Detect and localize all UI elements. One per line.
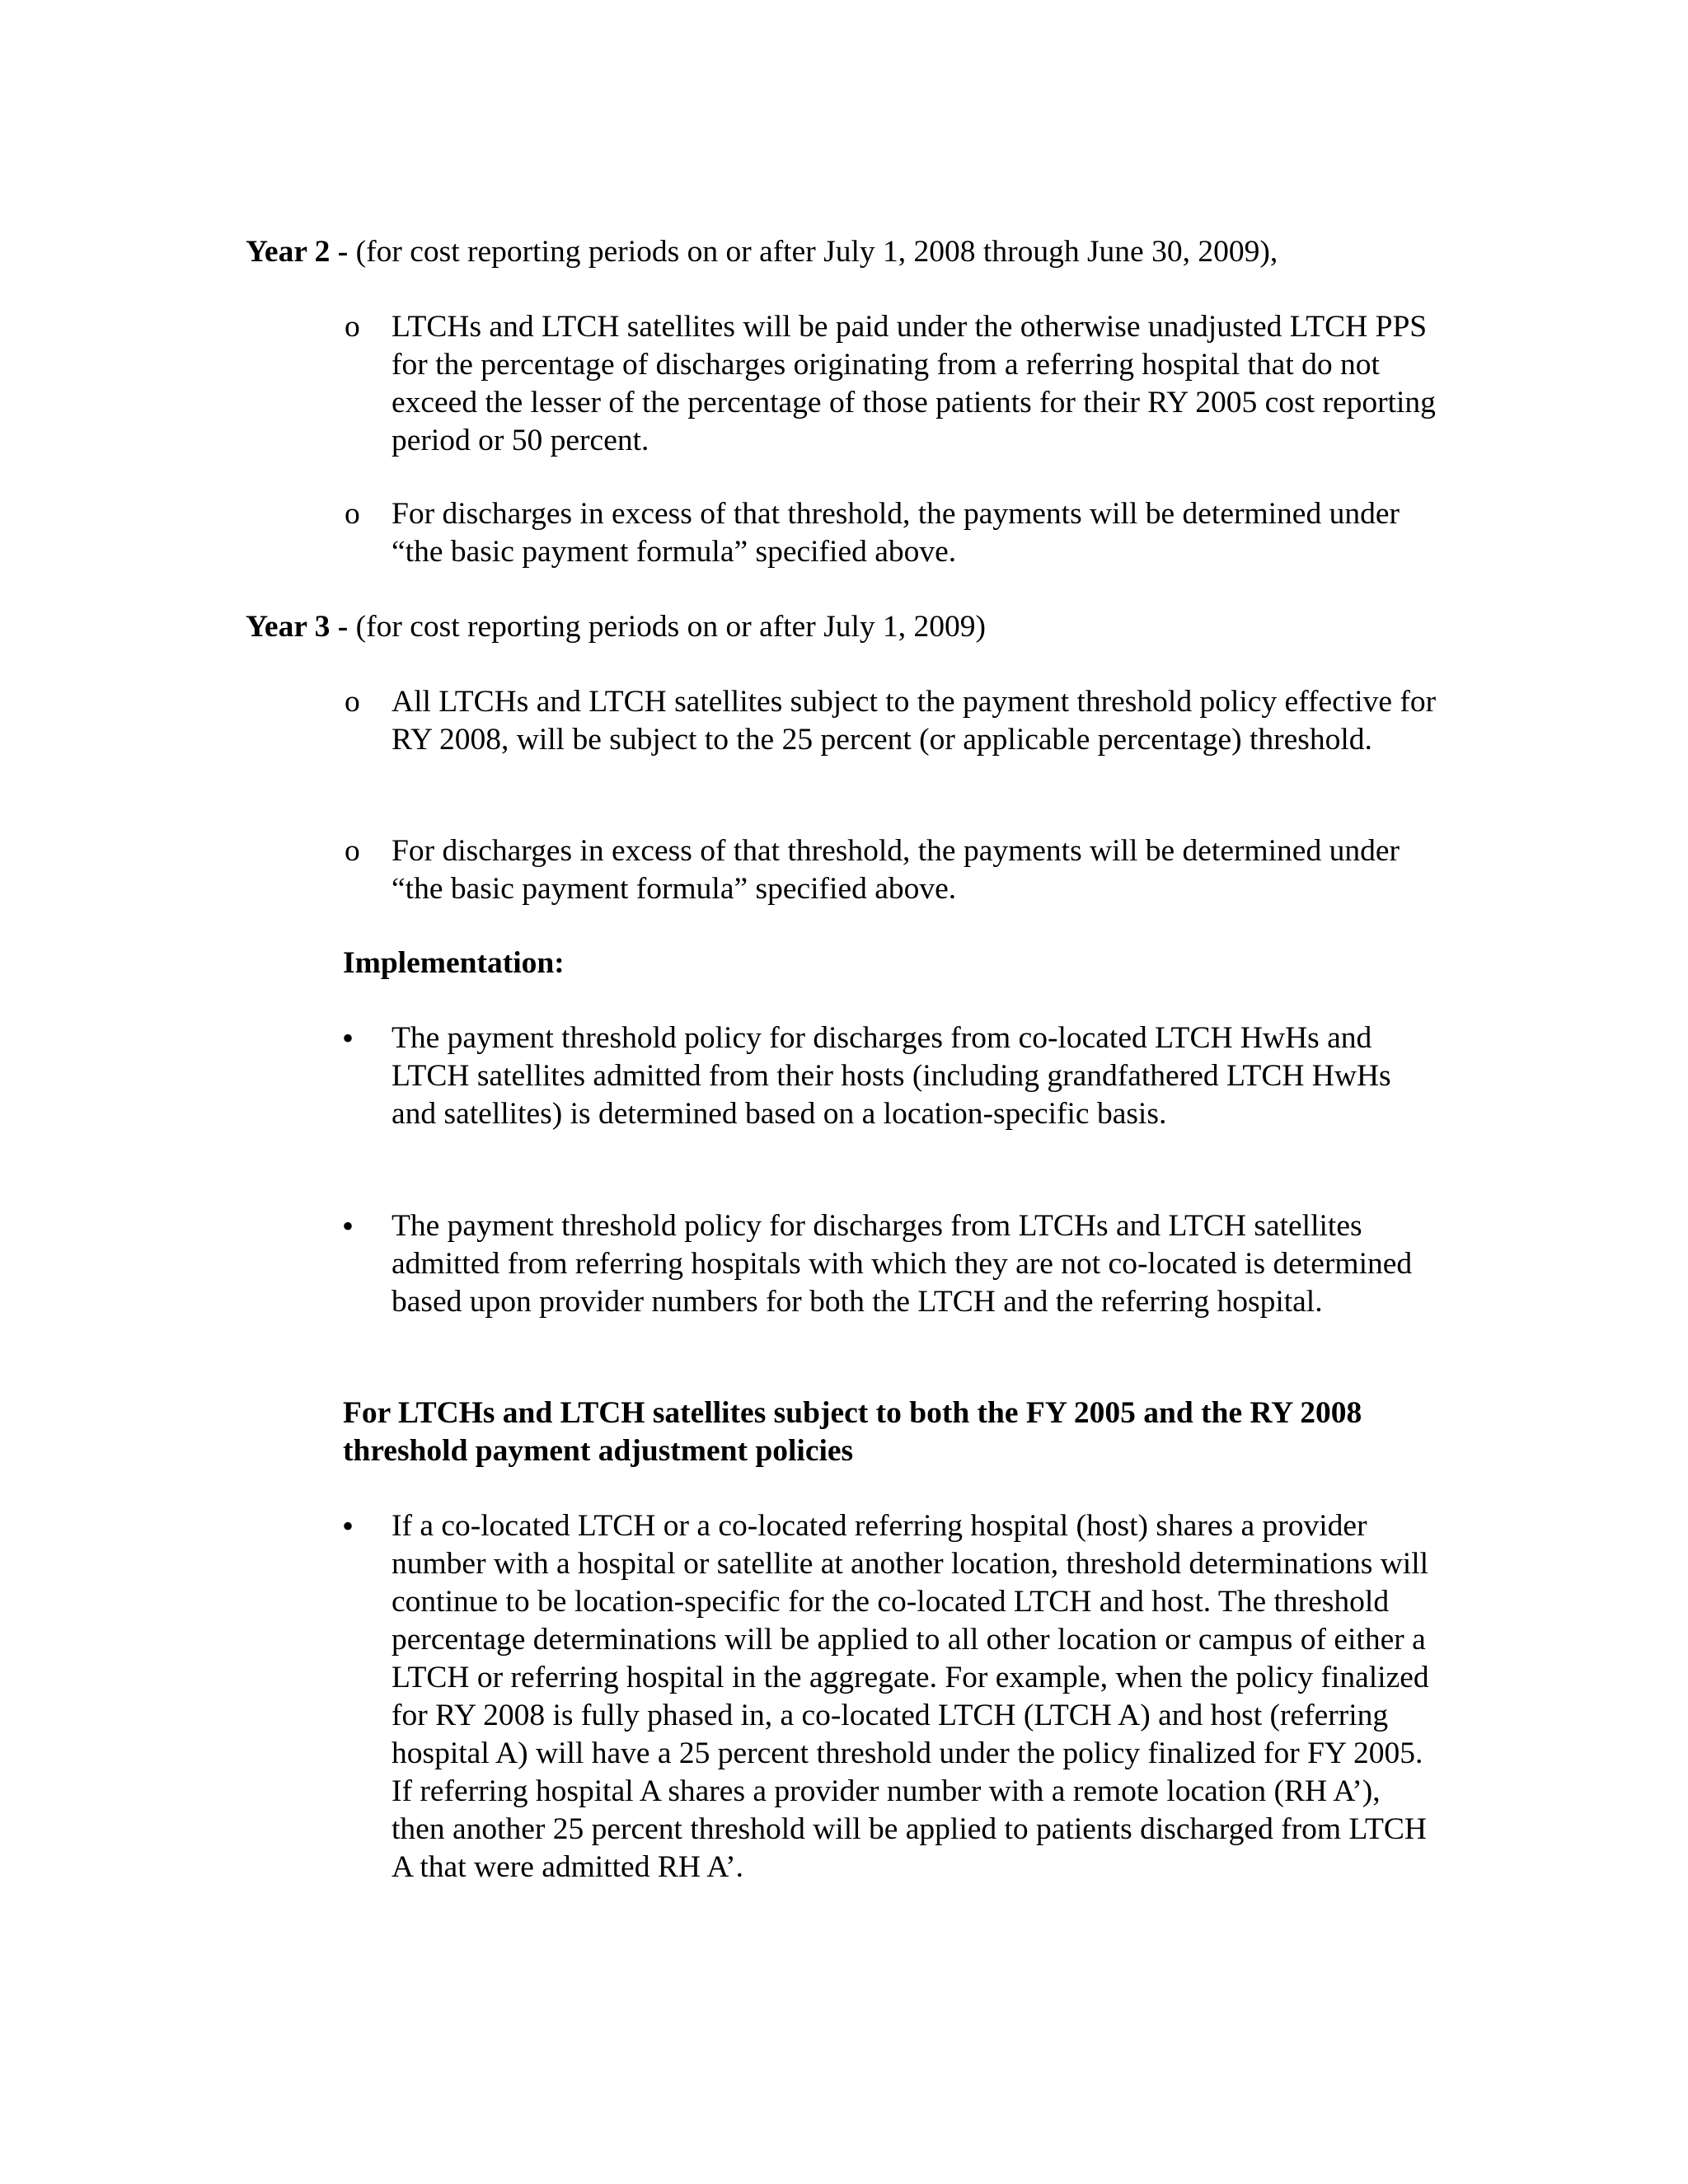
list-item-text: LTCHs and LTCH satellites will be paid under the otherwise unadjusted LTCH PPS for the percentage of discharges originating from a referring hospital that do not exceed the lesser of the percentage of those patients for their RY 2005 cost reporting period or 50 percent.	[392, 310, 1436, 457]
year-2-text: (for cost reporting periods on or after July 1, 2008 through June 30, 2009),	[348, 235, 1278, 269]
list-item-text: For discharges in excess of that threshold, the payments will be determined under “the basic payment formula” specified above.	[392, 497, 1400, 569]
bullet-marker: •	[342, 1019, 354, 1057]
year-2-label: Year 2 -	[246, 235, 349, 269]
both-policies-heading: For LTCHs and LTCH satellites subject to both the FY 2005 and the RY 2008 threshold payment adjustment policies	[343, 1396, 1362, 1468]
implementation-heading: Implementation:	[343, 946, 565, 980]
year-3-line	[246, 608, 1482, 646]
bullet-marker: •	[342, 1207, 354, 1244]
year-3-label: Year 3 -	[246, 610, 349, 644]
list-marker: o	[345, 685, 360, 719]
year-3-item	[345, 683, 1438, 759]
list-item-text: For discharges in excess of that threshold, the payments will be determined under “the basic payment formula” specified above.	[392, 834, 1400, 906]
year-2-line	[246, 233, 1482, 271]
bullet-marker: •	[342, 1507, 354, 1544]
implementation-item	[342, 1019, 1438, 1133]
both-policies-item	[342, 1507, 1438, 1886]
list-item-text: All LTCHs and LTCH satellites subject to the payment threshold policy effective for RY 2008, will be subject to the 25 percent (or applicable percentage) threshold.	[392, 685, 1437, 757]
year-3-item	[345, 832, 1438, 908]
year-2-item	[345, 308, 1438, 460]
list-marker: o	[345, 834, 360, 868]
year-3-text: (for cost reporting periods on or after July 1, 2009)	[348, 610, 987, 644]
list-marker: o	[345, 497, 360, 531]
implementation-item	[342, 1207, 1438, 1321]
year-2-item	[345, 495, 1438, 571]
list-item-text: If a co-located LTCH or a co-located referring hospital (host) shares a provider number with a hospital or satellite at another location, threshold determinations will continue to be location-specific for the co-located LTCH and host. The threshold percentage determinations will be applied to all other location or campus of either a LTCH or referring hospital in the aggregate. For example, when the policy finalized for RY 2008 is fully phased in, a co-located LTCH (LTCH A) and host (referring hospital A) will have a 25 percent threshold under the policy finalized for FY 2005. If referring hospital A shares a provider number with a remote location (RH A’), then another 25 percent threshold will be applied to patients discharged from LTCH A that were admitted RH A’.	[392, 1509, 1429, 1884]
list-item-text: The payment threshold policy for discharges from LTCHs and LTCH satellites admitted from referring hospitals with which they are not co-located is determined based upon provider numbers for both the LTCH and the referring hospital.	[392, 1209, 1413, 1319]
list-marker: o	[345, 310, 360, 344]
list-item-text: The payment threshold policy for discharges from co-located LTCH HwHs and LTCH satellites admitted from their hosts (including grandfathered LTCH HwHs and satellites) is determined based on a location-specific basis.	[392, 1021, 1391, 1131]
